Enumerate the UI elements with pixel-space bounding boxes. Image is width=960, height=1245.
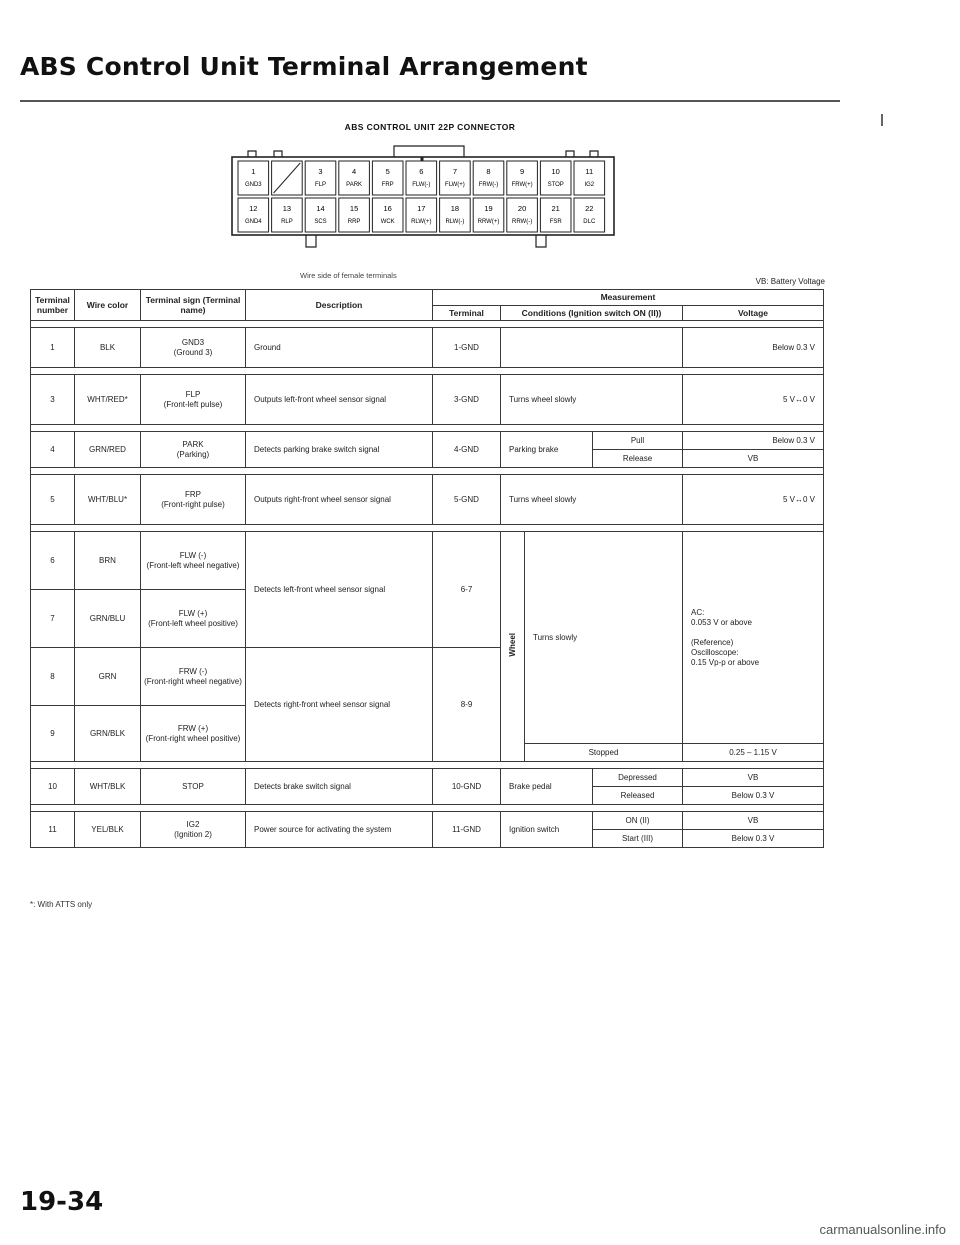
terminal-sign-label: FLW(+) bbox=[445, 182, 465, 188]
connector-bottom-row bbox=[238, 198, 605, 232]
terminal-sign-label: GND3 bbox=[244, 182, 262, 188]
top-row-cavity bbox=[406, 161, 437, 195]
cell-sign: FRW (-) (Front-right wheel negative) bbox=[141, 648, 246, 706]
footnote: *: With ATTS only bbox=[30, 900, 93, 909]
terminal-number-label: 8 bbox=[486, 167, 491, 176]
cell-desc: Detects parking brake switch signal bbox=[246, 432, 433, 468]
cell-num: 6 bbox=[31, 532, 75, 590]
cell-voltage: VB bbox=[683, 450, 824, 468]
terminal-number-label: 20 bbox=[517, 204, 527, 213]
terminal-number-label: 15 bbox=[349, 204, 359, 213]
top-row-cavity bbox=[507, 161, 538, 195]
bottom-row-cavity bbox=[507, 198, 538, 232]
terminal-sign-label: RRW(-) bbox=[511, 219, 533, 225]
bottom-row-cavity bbox=[272, 198, 303, 232]
terminal-sign-label: FRW(+) bbox=[511, 182, 533, 188]
cell-sign: FLW (-) (Front-left wheel negative) bbox=[141, 532, 246, 590]
cell-desc: Detects left-front wheel sensor signal bbox=[246, 532, 433, 648]
cell-voltage: AC: 0.053 V or above (Reference) Oscilloscope: 0.15 Vp-p or above bbox=[683, 532, 824, 744]
cell-voltage: VB bbox=[683, 812, 824, 830]
connector-top-row bbox=[238, 161, 605, 195]
terminal-sign-label: SCS bbox=[314, 219, 327, 225]
top-row-cavity bbox=[540, 161, 571, 195]
cell-voltage: 0.25 – 1.15 V bbox=[683, 744, 824, 762]
terminal-number-label: 21 bbox=[551, 204, 560, 213]
cell-voltage: Below 0.3 V bbox=[683, 328, 824, 368]
cell-color: BLK bbox=[75, 328, 141, 368]
cell-color: WHT/RED* bbox=[75, 375, 141, 425]
cell-color: GRN/RED bbox=[75, 432, 141, 468]
table-row bbox=[31, 812, 824, 830]
cell-cond: Brake pedal bbox=[501, 769, 593, 805]
bottom-row-cavity bbox=[574, 198, 605, 232]
terminal-sign-label: FRP bbox=[381, 182, 394, 188]
cell-desc: Outputs left-front wheel sensor signal bbox=[246, 375, 433, 425]
cell-subcond: Release bbox=[593, 450, 683, 468]
page-title: ABS Control Unit Terminal Arrangement bbox=[20, 52, 588, 81]
terminal-sign-label: FLW(-) bbox=[412, 182, 431, 188]
top-row-cavity bbox=[305, 161, 336, 195]
cell-desc: Detects brake switch signal bbox=[246, 769, 433, 805]
terminal-sign-label: DLC bbox=[583, 219, 596, 225]
page-number: 19-34 bbox=[20, 1187, 104, 1217]
terminal-sign-label: WCK bbox=[380, 219, 395, 225]
cell-wheel-label: Wheel bbox=[501, 532, 525, 762]
terminal-number-label: 5 bbox=[385, 167, 390, 176]
bottom-row-cavity bbox=[473, 198, 504, 232]
col-terminal: Terminal bbox=[433, 305, 501, 321]
cell-num: 7 bbox=[31, 590, 75, 648]
bottom-row-cavity bbox=[540, 198, 571, 232]
table-row bbox=[31, 769, 824, 787]
cell-desc: Detects right-front wheel sensor signal bbox=[246, 648, 433, 762]
cell-color: WHT/BLK bbox=[75, 769, 141, 805]
foot-right bbox=[536, 235, 546, 247]
cell-num: 8 bbox=[31, 648, 75, 706]
terminal-number-label: 16 bbox=[383, 204, 392, 213]
cell-sign: IG2 (Ignition 2) bbox=[141, 812, 246, 848]
top-row-cavity bbox=[473, 161, 504, 195]
connector-diagram bbox=[226, 143, 626, 273]
cell-num: 10 bbox=[31, 769, 75, 805]
margin-mark bbox=[881, 114, 883, 126]
bottom-row-cavity bbox=[372, 198, 403, 232]
latch-left-1 bbox=[248, 151, 256, 157]
header-row bbox=[31, 290, 824, 306]
cell-num: 11 bbox=[31, 812, 75, 848]
cell-num: 9 bbox=[31, 706, 75, 762]
cell-color: GRN/BLU bbox=[75, 590, 141, 648]
col-terminal-sign: Terminal sign (Terminal name) bbox=[141, 290, 246, 321]
terminal-number-label: 7 bbox=[452, 167, 457, 176]
terminal-sign-label: RLP bbox=[281, 219, 293, 225]
wire-side-label: Wire side of female terminals bbox=[300, 271, 397, 280]
terminal-number-label: 19 bbox=[484, 204, 493, 213]
cell-cond: Turns slowly bbox=[525, 532, 683, 744]
cell-color: GRN bbox=[75, 648, 141, 706]
cell-cond: Stopped bbox=[525, 744, 683, 762]
terminal-number-label: 22 bbox=[585, 204, 594, 213]
cell-cond: Turns wheel slowly bbox=[501, 375, 683, 425]
terminal-sign-label: IG2 bbox=[584, 182, 595, 188]
cell-subcond: Start (III) bbox=[593, 830, 683, 848]
cell-color: WHT/BLU* bbox=[75, 475, 141, 525]
cell-terminal: 8-9 bbox=[433, 648, 501, 762]
cell-voltage: VB bbox=[683, 769, 824, 787]
cell-desc: Outputs right-front wheel sensor signal bbox=[246, 475, 433, 525]
latch-right-2 bbox=[590, 151, 598, 157]
cell-num: 1 bbox=[31, 328, 75, 368]
table-row bbox=[31, 475, 824, 525]
col-terminal-number: Terminal number bbox=[31, 290, 75, 321]
latch-right-1 bbox=[566, 151, 574, 157]
center-key bbox=[394, 146, 464, 157]
cell-desc: Power source for activating the system bbox=[246, 812, 433, 848]
col-measurement: Measurement bbox=[433, 290, 824, 306]
terminal-number-label: 6 bbox=[419, 167, 424, 176]
cell-subcond: ON (II) bbox=[593, 812, 683, 830]
cell-voltage: Below 0.3 V bbox=[683, 432, 824, 450]
terminal-number-label: 4 bbox=[352, 167, 357, 176]
cell-cond bbox=[501, 328, 683, 368]
cell-sign: FRW (+) (Front-right wheel positive) bbox=[141, 706, 246, 762]
terminal-sign-label: FSR bbox=[549, 219, 562, 225]
cell-desc: Ground bbox=[246, 328, 433, 368]
battery-voltage-note: VB: Battery Voltage bbox=[755, 277, 825, 286]
top-row-cavity bbox=[372, 161, 403, 195]
terminal-number-label: 3 bbox=[318, 167, 323, 176]
table-row bbox=[31, 375, 824, 425]
top-row-cavity bbox=[574, 161, 605, 195]
cell-cond: Ignition switch bbox=[501, 812, 593, 848]
cell-terminal: 5-GND bbox=[433, 475, 501, 525]
cell-sign: FRP (Front-right pulse) bbox=[141, 475, 246, 525]
bottom-row-cavity bbox=[339, 198, 370, 232]
terminal-number-label: 12 bbox=[249, 204, 258, 213]
table-row bbox=[31, 432, 824, 450]
terminal-sign-label: PARK bbox=[346, 182, 363, 188]
cell-voltage: 5 V↔0 V bbox=[683, 475, 824, 525]
top-row-cavity bbox=[339, 161, 370, 195]
terminal-sign-label: FLP bbox=[314, 182, 327, 188]
cell-num: 4 bbox=[31, 432, 75, 468]
terminal-number-label: 9 bbox=[520, 167, 525, 176]
cell-cond: Parking brake bbox=[501, 432, 593, 468]
top-row-cavity bbox=[440, 161, 471, 195]
cell-terminal: 6-7 bbox=[433, 532, 501, 648]
cell-subcond: Depressed bbox=[593, 769, 683, 787]
cell-sign: FLP (Front-left pulse) bbox=[141, 375, 246, 425]
terminal-table bbox=[30, 289, 824, 848]
cell-terminal: 3-GND bbox=[433, 375, 501, 425]
watermark: carmanualsonline.info bbox=[819, 1222, 946, 1237]
col-conditions: Conditions (Ignition switch ON (II)) bbox=[501, 305, 683, 321]
terminal-number-label: 10 bbox=[551, 167, 560, 176]
cell-color: BRN bbox=[75, 532, 141, 590]
terminal-sign-label: RRP bbox=[347, 219, 361, 225]
terminal-sign-label: STOP bbox=[547, 182, 564, 188]
bottom-row-cavity bbox=[238, 198, 269, 232]
cell-num: 5 bbox=[31, 475, 75, 525]
cell-sign: FLW (+) (Front-left wheel positive) bbox=[141, 590, 246, 648]
terminal-number-label: 14 bbox=[316, 204, 325, 213]
top-row-cavity bbox=[238, 161, 269, 195]
terminal-number-label: 11 bbox=[585, 167, 594, 176]
cell-sign: STOP bbox=[141, 769, 246, 805]
cell-terminal: 11-GND bbox=[433, 812, 501, 848]
cell-voltage: Below 0.3 V bbox=[683, 787, 824, 805]
cell-num: 3 bbox=[31, 375, 75, 425]
bottom-row-cavity bbox=[406, 198, 437, 232]
terminal-sign-label: RRW(+) bbox=[477, 219, 500, 225]
terminal-sign-label: RLW(-) bbox=[445, 219, 465, 225]
connector-title: ABS CONTROL UNIT 22P CONNECTOR bbox=[344, 122, 516, 132]
cell-terminal: 4-GND bbox=[433, 432, 501, 468]
terminal-sign-label: GND4 bbox=[244, 219, 262, 225]
bottom-row-cavity bbox=[305, 198, 336, 232]
table-row bbox=[31, 328, 824, 368]
col-wire-color: Wire color bbox=[75, 290, 141, 321]
cell-cond: Turns wheel slowly bbox=[501, 475, 683, 525]
cell-color: YEL/BLK bbox=[75, 812, 141, 848]
terminal-number-label: 1 bbox=[251, 167, 256, 176]
cell-terminal: 1-GND bbox=[433, 328, 501, 368]
top-row-cavity bbox=[272, 161, 303, 195]
terminal-sign-label: FRW(-) bbox=[478, 182, 499, 188]
foot-left bbox=[306, 235, 316, 247]
latch-left-2 bbox=[274, 151, 282, 157]
cell-terminal: 10-GND bbox=[433, 769, 501, 805]
title-rule bbox=[20, 100, 840, 102]
cell-voltage: 5 V↔0 V bbox=[683, 375, 824, 425]
terminal-sign-label: RLW(+) bbox=[411, 219, 432, 225]
terminal-number-label: 17 bbox=[417, 204, 426, 213]
cell-sign: GND3 (Ground 3) bbox=[141, 328, 246, 368]
cell-subcond: Released bbox=[593, 787, 683, 805]
cell-sign: PARK (Parking) bbox=[141, 432, 246, 468]
terminal-number-label: 13 bbox=[282, 204, 292, 213]
cell-subcond: Pull bbox=[593, 432, 683, 450]
cell-voltage: Below 0.3 V bbox=[683, 830, 824, 848]
cell-color: GRN/BLK bbox=[75, 706, 141, 762]
col-description: Description bbox=[246, 290, 433, 321]
terminal-number-label: 18 bbox=[450, 204, 460, 213]
col-voltage: Voltage bbox=[683, 305, 824, 321]
table-row bbox=[31, 532, 824, 590]
bottom-row-cavity bbox=[440, 198, 471, 232]
